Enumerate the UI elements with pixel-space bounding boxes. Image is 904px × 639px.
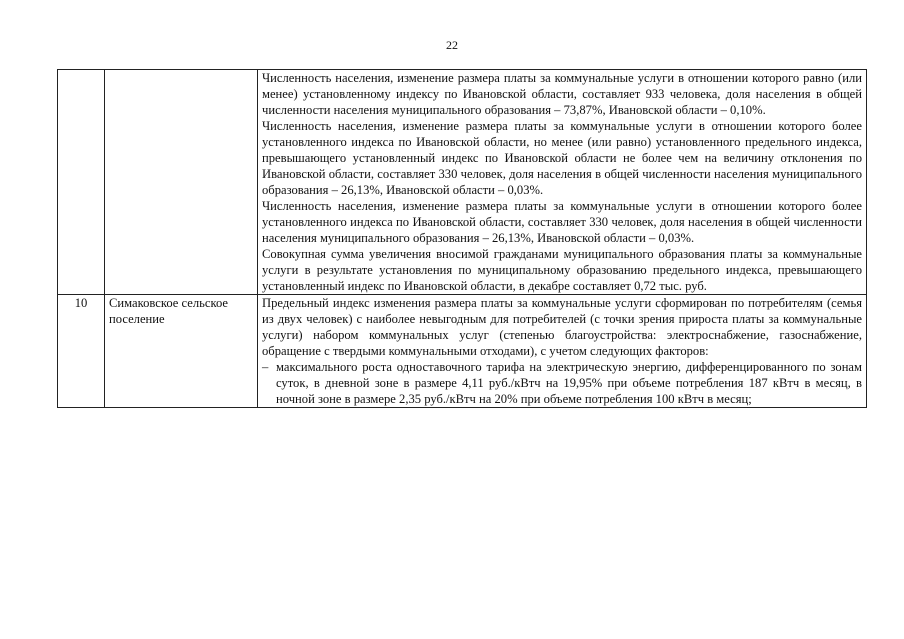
paragraph: Совокупная сумма увеличения вносимой гражданами муниципального образования платы за коммунальные услуги в результате установления по муниципальному образованию предельного индекса, превышающего установленный индекс по Ивановской области, в декабре составляет 0,72 тыс. руб. — [262, 247, 862, 293]
paragraph: Предельный индекс изменения размера платы за коммунальные услуги сформирован по потребителям (семья из двух человек) с наиболее невыгодным для потребителей (с точки зрения прироста платы за коммунальные услуги) набором коммунальных услуг (степенью благоустройства: электроснабжение, газоснабжение, обращение с твердыми коммунальными отходами), с учетом следующих факторов: — [262, 296, 862, 358]
bullet-dash: – — [262, 360, 269, 374]
bullet-text: максимального роста одноставочного тарифа на электрическую энергию, дифференцированного по зонам суток, в дневной зоне в размере 4,11 руб./кВтч на 19,95% при объеме потребления 187 кВтч в месяц, в ночной зоне в размере 2,35 руб./кВтч на 20% при объеме потребления 100 кВтч в месяц; — [276, 360, 862, 406]
page-number: 22 — [446, 38, 458, 52]
municipality-name-cell — [105, 70, 258, 295]
table-row — [58, 70, 867, 295]
paragraph: Численность населения, изменение размера платы за коммунальные услуги в отношении которого более установленного индекса по Ивановской области, но менее (или равно) установленного предельного индекса, превышающего установленный индекс по Ивановской области не более чем на величину отклонения по Ивановской области, составляет 330 человек, доля населения в общей численности населения муниципального образования – 26,13%, Ивановской области – 0,03%. — [262, 119, 862, 197]
paragraph: Численность населения, изменение размера платы за коммунальные услуги в отношении которого равно (или менее) установленному индексу по Ивановской области, составляет 933 человека, доля населения в общей численности населения муниципального образования – 73,87%, Ивановской области – 0,10%. — [262, 71, 862, 117]
table-row — [58, 295, 867, 408]
description-cell — [258, 70, 867, 295]
municipality-name-cell: Симаковское сельское поселение — [105, 295, 258, 408]
paragraph: Численность населения, изменение размера платы за коммунальные услуги в отношении которого более установленного индекса по Ивановской области, составляет 330 человек, доля населения в общей численности населения муниципального образования – 26,13%, Ивановской области – 0,03%. — [262, 199, 862, 245]
row-number-cell — [58, 70, 105, 295]
data-table — [57, 69, 867, 408]
description-cell — [258, 295, 867, 408]
bullet-item — [262, 359, 862, 407]
row-number-cell: 10 — [58, 295, 105, 408]
